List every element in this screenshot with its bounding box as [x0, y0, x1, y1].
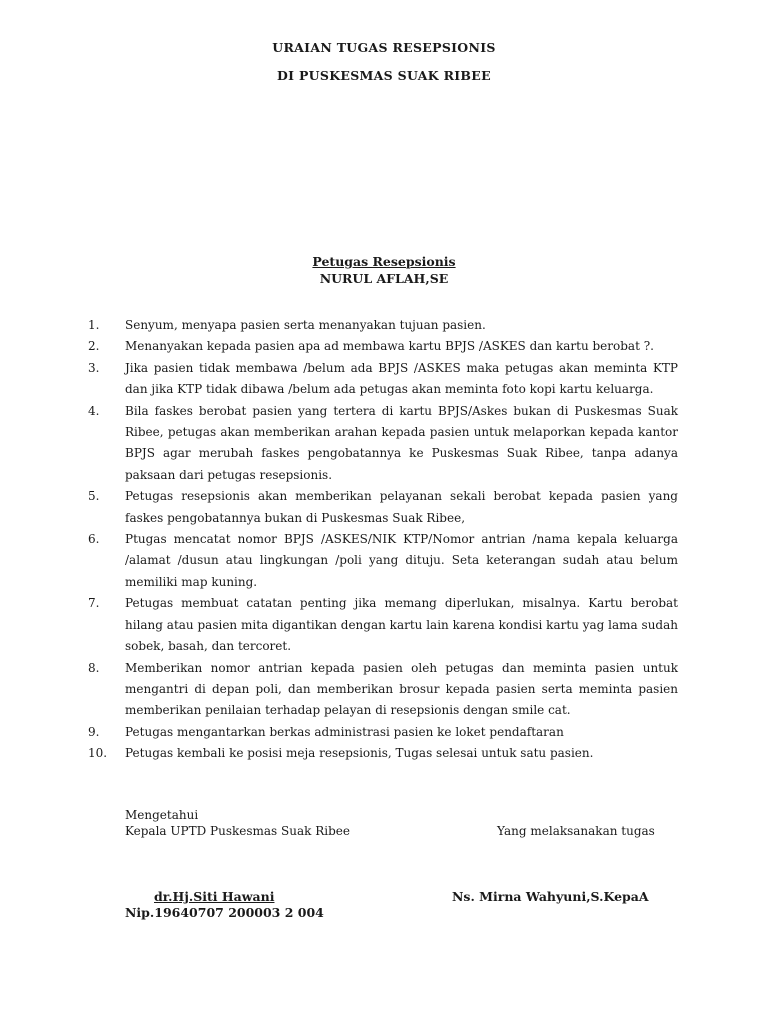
duty-item — [88, 658, 678, 722]
duty-text: Petugas kembali ke posisi meja resepsionis, Tugas selesai untuk satu pasien. — [125, 746, 594, 761]
duty-item — [88, 486, 678, 529]
duty-number: 10. — [88, 746, 108, 761]
executor-title: Yang melaksanakan tugas — [497, 824, 655, 838]
duty-number: 1. — [88, 318, 100, 332]
duty-number: 5. — [88, 489, 100, 504]
duty-item — [88, 401, 678, 487]
duty-list — [88, 315, 678, 765]
duty-text: Petugas membuat catatan penting jika memang diperlukan, misalnya. Kartu berobat hilang atau pasien mita digantikan dengan kartu lain karena kondisi kartu yag lama sudah sobek, basah, dan tercoret. — [125, 596, 678, 654]
acknowledge-label: Mengetahui — [125, 808, 199, 822]
duty-text: Bila faskes berobat pasien yang tertera di kartu BPJS/Askes bukan di Puskesmas Suak Ribee, petugas akan memberikan arahan kepada pasien untuk melaporkan kepada kantor BPJS agar merubah faskes pengobatannya ke Puskesmas Suak Ribee, tanpa adanya paksaan dari petugas resepsionis. — [125, 403, 678, 482]
duty-number: 7. — [88, 596, 100, 611]
duty-item — [88, 336, 678, 357]
duty-item — [88, 722, 678, 743]
duty-item — [88, 743, 678, 764]
duty-item — [88, 593, 678, 657]
duty-number: 4. — [88, 403, 100, 418]
duty-text: Petugas resepsionis akan memberikan pelayanan sekali berobat kepada pasien yang faskes pengobatannya bukan di Puskesmas Suak Ribee, — [125, 489, 678, 525]
duty-text: Jika pasien tidak membawa /belum ada BPJS /ASKES maka petugas akan meminta KTP dan jika KTP tidak dibawa /belum ada petugas akan meminta foto kopi kartu keluarga. — [125, 360, 678, 397]
officer-name: NURUL AFLAH,SE — [319, 271, 449, 286]
officer-role: Petugas Resepsionis — [312, 254, 456, 269]
duty-text: Ptugas mencatat nomor BPJS /ASKES/NIK KTP/Nomor antrian /nama kepala keluarga /alamat /dusun atau lingkungan /poli yang dituju. Seta keterangan sudah atau belum memiliki map kuning. — [125, 532, 678, 589]
duty-text: Petugas mengantarkan berkas administrasi pasien ke loket pendaftaran — [125, 724, 564, 739]
head-title: Kepala UPTD Puskesmas Suak Ribee — [125, 824, 350, 838]
head-signatory-nip: Nip.19640707 200003 2 004 — [125, 905, 324, 920]
duty-item — [88, 358, 678, 401]
duty-text: Memberikan nomor antrian kepada pasien oleh petugas dan meminta pasien untuk mengantri di depan poli, dan memberikan brosur kepada pasien serta meminta pasien memberikan penilaian terhadap pelayan di resepsionis dengan smile cat. — [125, 660, 678, 718]
duty-item — [88, 315, 678, 336]
head-signatory-name: dr.Hj.Siti Hawani — [154, 889, 275, 904]
executor-signatory-name: Ns. Mirna Wahyuni,S.KepaA — [452, 889, 649, 904]
duty-text: Senyum, menyapa pasien serta menanyakan tujuan pasien. — [125, 318, 486, 332]
document-subtitle: DI PUSKESMAS SUAK RIBEE — [277, 68, 491, 83]
duty-item — [88, 529, 678, 593]
duty-number: 6. — [88, 532, 100, 547]
duty-number: 3. — [88, 360, 100, 375]
duty-number: 8. — [88, 660, 100, 675]
document-title: URAIAN TUGAS RESEPSIONIS — [272, 40, 496, 55]
duty-number: 2. — [88, 339, 100, 354]
duty-number: 9. — [88, 724, 100, 739]
duty-text: Menanyakan kepada pasien apa ad membawa kartu BPJS /ASKES dan kartu berobat ?. — [125, 339, 654, 354]
